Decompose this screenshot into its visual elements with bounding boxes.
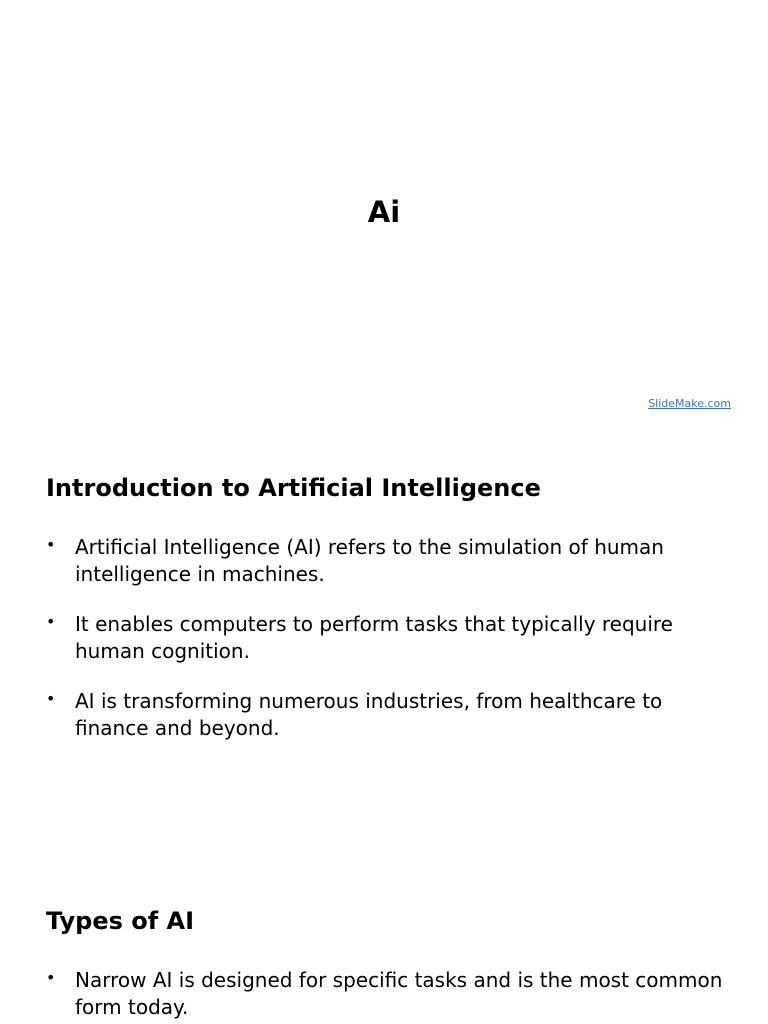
bullet-list [46,534,736,742]
bullet-text: Artificial Intelligence (AI) refers to the simulation of human intelligence in machines. [75,535,664,586]
list-item [46,534,736,588]
slide-title: Ai [367,195,401,229]
bullet-icon: • [46,968,56,987]
section-introduction [46,472,736,765]
section-types-of-ai [46,905,736,1024]
list-item [46,688,736,742]
bullet-icon: • [46,689,56,708]
bullet-list [46,967,736,1021]
section-heading: Introduction to Artificial Intelligence [46,474,541,502]
bullet-text: AI is transforming numerous industries, from healthcare to finance and beyond. [75,689,663,740]
list-item [46,611,736,665]
bullet-icon: • [46,612,56,631]
bullet-text: It enables computers to perform tasks that typically require human cognition. [75,612,673,663]
section-heading: Types of AI [46,907,195,935]
bullet-text: Narrow AI is designed for specific tasks and is the most common form today. [75,968,723,1019]
source-link[interactable]: SlideMake.com [648,397,731,410]
list-item [46,967,736,1021]
bullet-icon: • [46,535,56,554]
